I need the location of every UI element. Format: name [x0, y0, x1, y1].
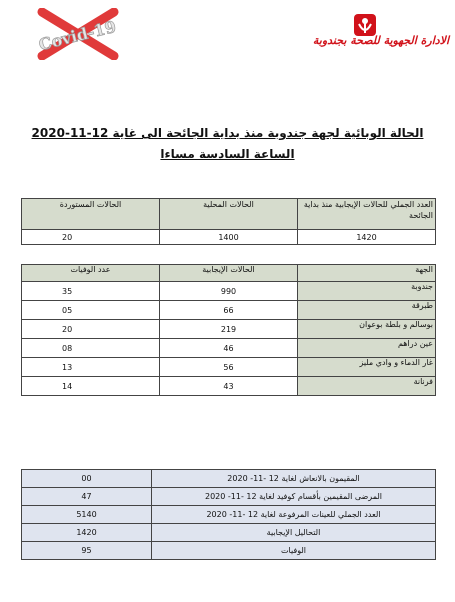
- header-region: الجهة: [298, 265, 436, 282]
- total-value: 5140: [22, 506, 152, 524]
- positive-cell: 990: [160, 282, 298, 301]
- positive-cell: 56: [160, 358, 298, 377]
- regions-table: [21, 264, 436, 396]
- table-row: [22, 265, 436, 282]
- table-row: [22, 377, 436, 396]
- value-imported: 20: [22, 230, 160, 245]
- org-name: الادارة الجهوية للصحة بجندوبة: [312, 34, 449, 47]
- header-deaths: عدد الوفيات: [22, 265, 160, 282]
- header-total: العدد الجملي للحالات الإيجابية منذ بداية الجائحة: [298, 199, 436, 230]
- deaths-cell: 35: [22, 282, 160, 301]
- total-label: المرضى المقيمين بأقسام كوفيد لغاية 12 -11- 2020: [152, 488, 436, 506]
- deaths-cell: 05: [22, 301, 160, 320]
- table-row: [22, 358, 436, 377]
- summary-table: [21, 198, 436, 245]
- table-row: [22, 524, 436, 542]
- table-row: [22, 199, 436, 230]
- totals-table: [21, 469, 436, 560]
- table-row: [22, 506, 436, 524]
- page-subtitle: الساعة السادسة مساءا: [160, 147, 295, 161]
- region-name: فرنانة: [298, 377, 436, 396]
- table-row: [22, 230, 436, 245]
- region-name: غار الدماء و وادي مليز: [298, 358, 436, 377]
- total-label: التحاليل الإيجابية: [152, 524, 436, 542]
- table-row: [22, 542, 436, 560]
- deaths-cell: 14: [22, 377, 160, 396]
- total-value: 00: [22, 470, 152, 488]
- deaths-cell: 13: [22, 358, 160, 377]
- region-name: بوسالم و بلطة بوعوان: [298, 320, 436, 339]
- header-local: الحالات المحلية: [160, 199, 298, 230]
- positive-cell: 46: [160, 339, 298, 358]
- table-row: [22, 282, 436, 301]
- header-positive: الحالات الإيجابية: [160, 265, 298, 282]
- deaths-cell: 20: [22, 320, 160, 339]
- total-value: 47: [22, 488, 152, 506]
- table-row: [22, 470, 436, 488]
- total-value: 95: [22, 542, 152, 560]
- region-name: طبرقة: [298, 301, 436, 320]
- table-row: [22, 339, 436, 358]
- positive-cell: 43: [160, 377, 298, 396]
- covid19-logo: [22, 8, 134, 60]
- value-total: 1420: [298, 230, 436, 245]
- region-name: عين دراهم: [298, 339, 436, 358]
- table-row: [22, 320, 436, 339]
- positive-cell: 66: [160, 301, 298, 320]
- total-label: المقيمون بالانعاش لغاية 12 -11- 2020: [152, 470, 436, 488]
- header-imported: الحالات المستوردة: [22, 199, 160, 230]
- total-label: الوفيات: [152, 542, 436, 560]
- region-name: جندوبة: [298, 282, 436, 301]
- table-row: [22, 301, 436, 320]
- page-title: الحالة الوبائية لجهة جندوبة منذ بداية الجائحة الى غاية 12-11-2020: [31, 126, 424, 140]
- value-local: 1400: [160, 230, 298, 245]
- total-label: العدد الجملي للعينات المرفوعة لغاية 12 -11- 2020: [152, 506, 436, 524]
- positive-cell: 219: [160, 320, 298, 339]
- table-row: [22, 488, 436, 506]
- svg-text:Covid-19: Covid-19: [36, 16, 118, 55]
- total-value: 1420: [22, 524, 152, 542]
- deaths-cell: 08: [22, 339, 160, 358]
